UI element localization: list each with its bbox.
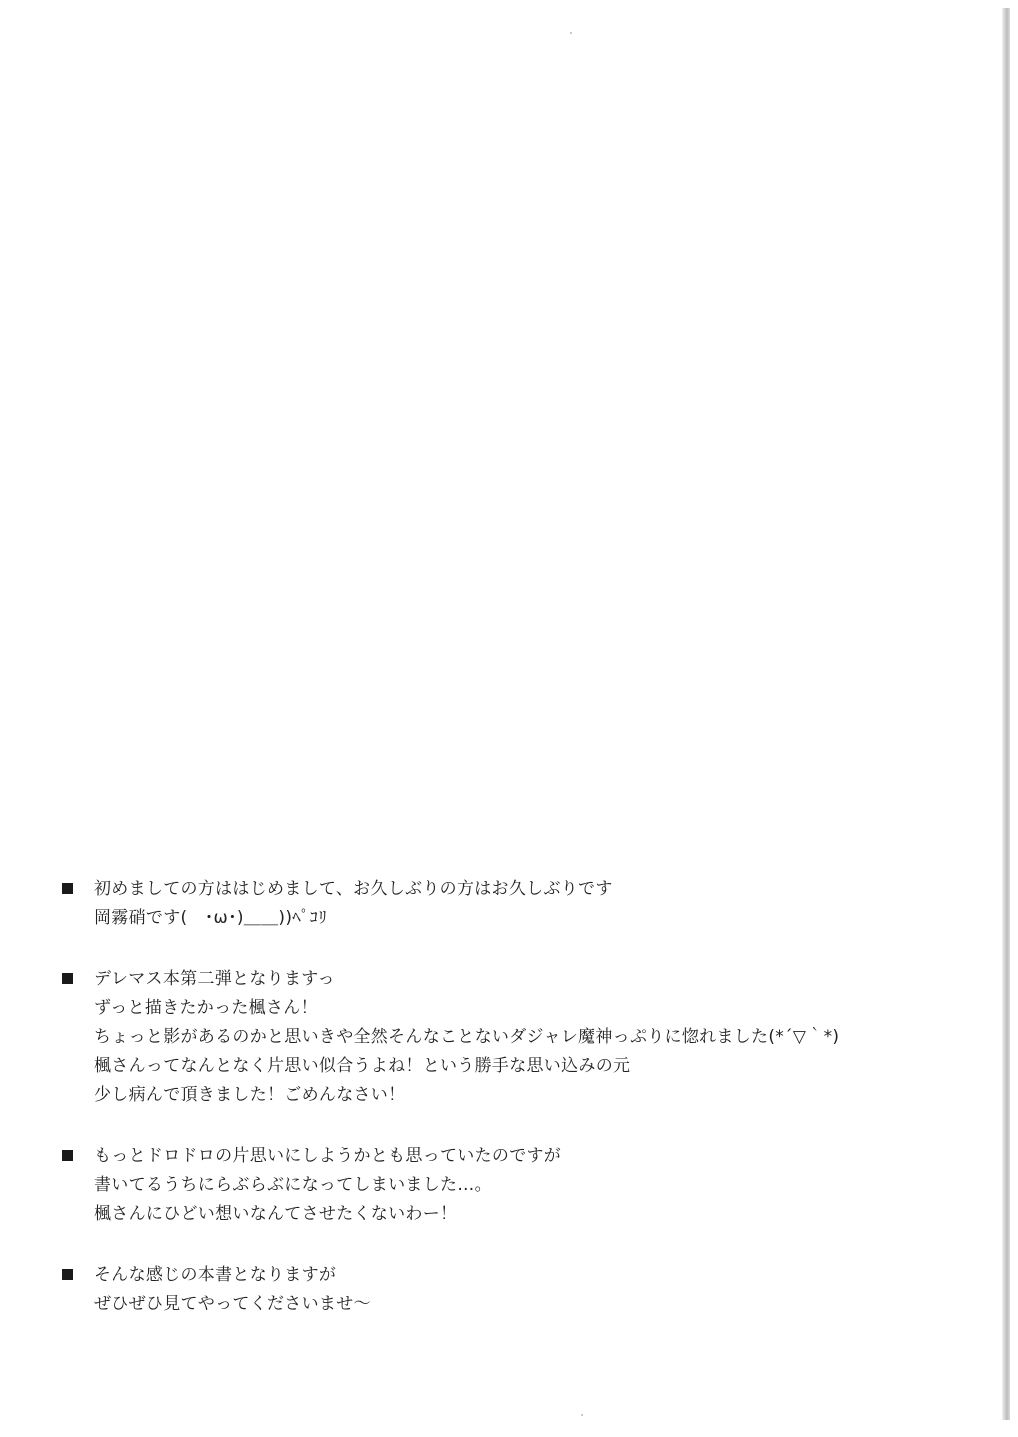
text-line: 少し病んで頂きました！ごめんなさい！ <box>94 1085 406 1105</box>
afterword-section-3 <box>62 1142 962 1229</box>
square-bullet-icon <box>62 1269 73 1280</box>
text-line: もっとドロドロの片思いにしようかとも思っていたのですが <box>94 1146 562 1166</box>
afterword-section-1 <box>62 875 962 933</box>
square-bullet-icon <box>62 973 73 984</box>
text-line: ちょっと影があるのかと思いきや全然そんなことないダジャレ魔神っぷりに惚れました(*´▽｀*) <box>94 1027 840 1047</box>
afterword-section-4 <box>62 1261 962 1319</box>
text-line: 書いてるうちにらぶらぶになってしまいました…。 <box>94 1175 492 1195</box>
afterword-text <box>62 875 962 1351</box>
scan-speck <box>581 1414 583 1416</box>
square-bullet-icon <box>62 883 73 894</box>
text-line: デレマス本第二弾となりますっ <box>94 969 335 989</box>
text-line: 楓さんにひどい想いなんてさせたくないわー！ <box>94 1204 458 1224</box>
page-edge-shadow <box>1002 8 1010 1420</box>
square-bullet-icon <box>62 1150 73 1161</box>
text-line: そんな感じの本書となりますが <box>94 1265 337 1285</box>
afterword-section-2 <box>62 965 962 1110</box>
text-line: 初めましての方ははじめまして、お久しぶりの方はお久しぶりです <box>94 879 613 899</box>
scan-speck <box>570 32 572 34</box>
text-line: ぜひぜひ見てやってくださいませ～ <box>94 1294 371 1314</box>
text-line: 岡霧硝です( ･ω･)＿＿))ﾍﾟｺﾘ <box>94 908 328 928</box>
text-line: ずっと描きたかった楓さん！ <box>94 998 318 1018</box>
text-line: 楓さんってなんとなく片思い似合うよね！という勝手な思い込みの元 <box>94 1056 631 1076</box>
